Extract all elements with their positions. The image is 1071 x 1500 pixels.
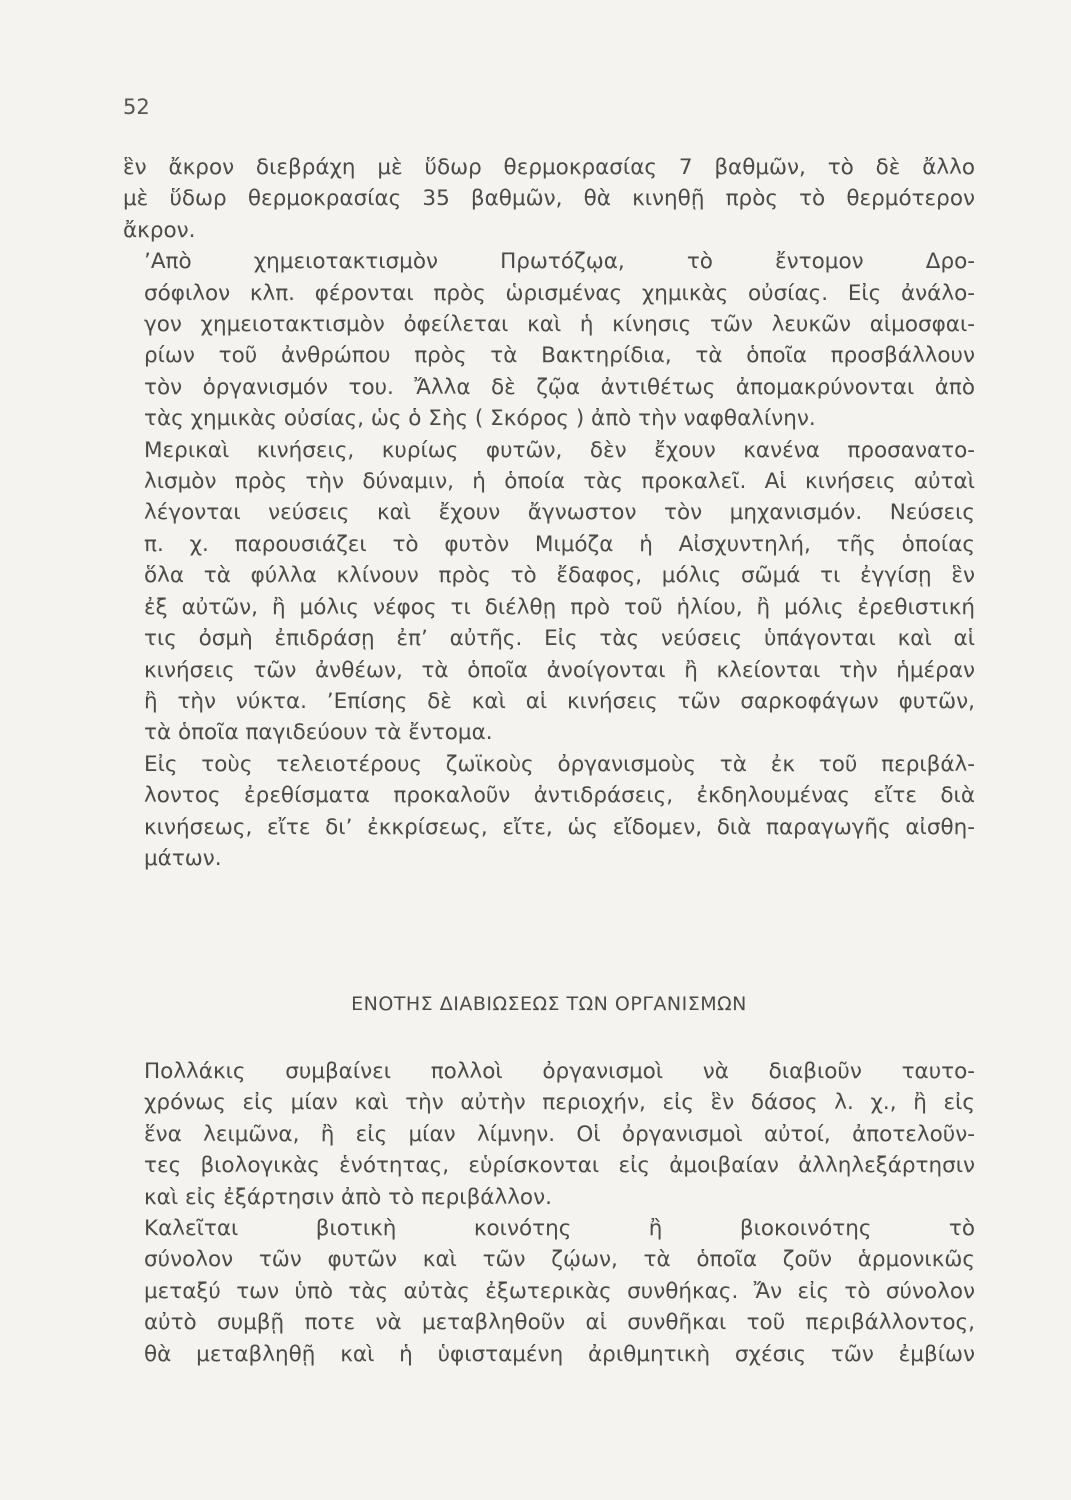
section-1-text <box>123 152 975 874</box>
text-line: ἄκρον. <box>123 217 196 243</box>
text-line: μὲ ὕδωρ θερμοκρασίας 35 βαθμῶν, θὰ κινηθῇ πρὸς τὸ θερμότερον <box>123 186 975 212</box>
text-line: Πολλάκις συμβαίνει πολλοὶ ὀργανισμοὶ νὰ διαβιοῦν ταυτο- <box>144 1059 975 1084</box>
text-line: αὐτὸ συμβῇ ποτε νὰ μεταβληθοῦν αἱ συνθῆκαι τοῦ περιβάλλοντος, <box>144 1310 975 1336</box>
section-heading: ΕΝΟΤΗΣ ΔΙΑΒΙΩΣΕΩΣ ΤΩΝ ΟΡΓΑΝΙΣΜΩΝ <box>351 993 747 1015</box>
text-line: κινήσεις τῶν ἀνθέων, τὰ ὁποῖα ἀνοίγονται ἢ κλείονται τὴν ἡμέραν <box>144 657 975 683</box>
section-2-text <box>123 1056 975 1370</box>
text-line: τὰ ὁποῖα παγιδεύουν τὰ ἔντομα. <box>144 720 493 746</box>
text-line: τὰς χημικὰς οὐσίας, ὡς ὁ Σὴς ( Σκόρος ) ἀπὸ τὴν ναφθαλίνην. <box>144 406 816 432</box>
text-line: ὅλα τὰ φύλλα κλίνουν πρὸς τὸ ἔδαφος, μόλις σῶμά τι ἐγγίσῃ ἓν <box>144 563 975 589</box>
text-line: σόφιλον κλπ. φέρονται πρὸς ὡρισμένας χημικὰς οὐσίας. Εἰς ἀνάλο- <box>144 280 975 306</box>
text-line: π. χ. παρουσιάζει τὸ φυτὸν Μιμόζα ἡ Αἰσχυντηλή, τῆς ὁποίας <box>144 531 975 557</box>
text-line: ἓν ἄκρον διεβράχη μὲ ὕδωρ θερμοκρασίας 7 βαθμῶν, τὸ δὲ ἄλλο <box>123 155 975 180</box>
text-line: θὰ μεταβληθῇ καὶ ἡ ὑφισταμένη ἀριθμητικὴ σχέσις τῶν ἐμβίων <box>144 1341 975 1367</box>
text-line: μεταξύ των ὑπὸ τὰς αὐτὰς ἐξωτερικὰς συνθήκας. Ἄν εἰς τὸ σύνολον <box>144 1278 975 1304</box>
text-line: γον χημειοτακτισμὸν ὀφείλεται καὶ ἡ κίνησις τῶν λευκῶν αἱμοσφαι- <box>144 312 975 338</box>
text-line: τὸν ὀργανισμόν του. Ἄλλα δὲ ζῷα ἀντιθέτως ἀπομακρύνονται ἀπὸ <box>144 374 975 400</box>
text-line: σύνολον τῶν φυτῶν καὶ τῶν ζῴων, τὰ ὁποῖα ζοῦν ἁρμονικῶς <box>144 1247 975 1273</box>
text-line: Καλεῖται βιοτικὴ κοινότης ἢ βιοκοινότης τὸ <box>144 1216 975 1242</box>
text-line: ἐξ αὐτῶν, ἢ μόλις νέφος τι διέλθῃ πρὸ τοῦ ἡλίου, ἢ μόλις ἐρεθιστική <box>144 594 975 620</box>
text-line: ἕνα λειμῶνα, ἢ εἰς μίαν λίμνην. Οἱ ὀργανισμοὶ αὐτοί, ἀποτελοῦν- <box>144 1121 975 1147</box>
text-line: χρόνως εἰς μίαν καὶ τὴν αὐτὴν περιοχήν, εἰς ἓν δάσος λ. χ., ἢ εἰς <box>144 1090 975 1116</box>
text-line: κινήσεως, εἴτε διʼ ἐκκρίσεως, εἴτε, ὡς εἴδομεν, διὰ παραγωγῆς αἰσθη- <box>144 814 975 840</box>
text-line: ρίων τοῦ ἀνθρώπου πρὸς τὰ Βακτηρίδια, τὰ ὁποῖα προσβάλλουν <box>144 343 975 369</box>
text-line: ʼΑπὸ χημειοτακτισμὸν Πρωτόζῳα, τὸ ἔντομον Δρο- <box>144 249 975 275</box>
text-line: ἢ τὴν νύκτα. ʼΕπίσης δὲ καὶ αἱ κινήσεις τῶν σαρκοφάγων φυτῶν, <box>144 688 975 714</box>
text-line: λέγονται νεύσεις καὶ ἔχουν ἄγνωστον τὸν μηχανισμόν. Νεύσεις <box>144 500 975 526</box>
text-line: λοντος ἐρεθίσματα προκαλοῦν ἀντιδράσεις, ἐκδηλουμένας εἴτε διὰ <box>144 783 975 809</box>
text-line: λισμὸν πρὸς τὴν δύναμιν, ἡ ὁποία τὰς προκαλεῖ. Αἱ κινήσεις αὐταὶ <box>144 469 975 495</box>
text-line: τις ὀσμὴ ἐπιδράσῃ ἐπʼ αὐτῆς. Εἰς τὰς νεύσεις ὑπάγονται καὶ αἱ <box>144 626 975 652</box>
text-line: μάτων. <box>144 845 222 871</box>
text-line: τες βιολογικὰς ἑνότητας, εὑρίσκονται εἰς ἀμοιβαίαν ἀλληλεξάρτησιν <box>144 1153 975 1179</box>
text-line: καὶ εἰς ἐξάρτησιν ἀπὸ τὸ περιβάλλον. <box>144 1184 552 1210</box>
page-number: 52 <box>123 95 150 119</box>
text-line: Εἰς τοὺς τελειοτέρους ζωϊκοὺς ὀργανισμοὺς τὰ ἐκ τοῦ περιβάλ- <box>144 751 975 777</box>
text-line: Μερικαὶ κινήσεις, κυρίως φυτῶν, δὲν ἔχουν κανένα προσανατο- <box>144 437 975 463</box>
